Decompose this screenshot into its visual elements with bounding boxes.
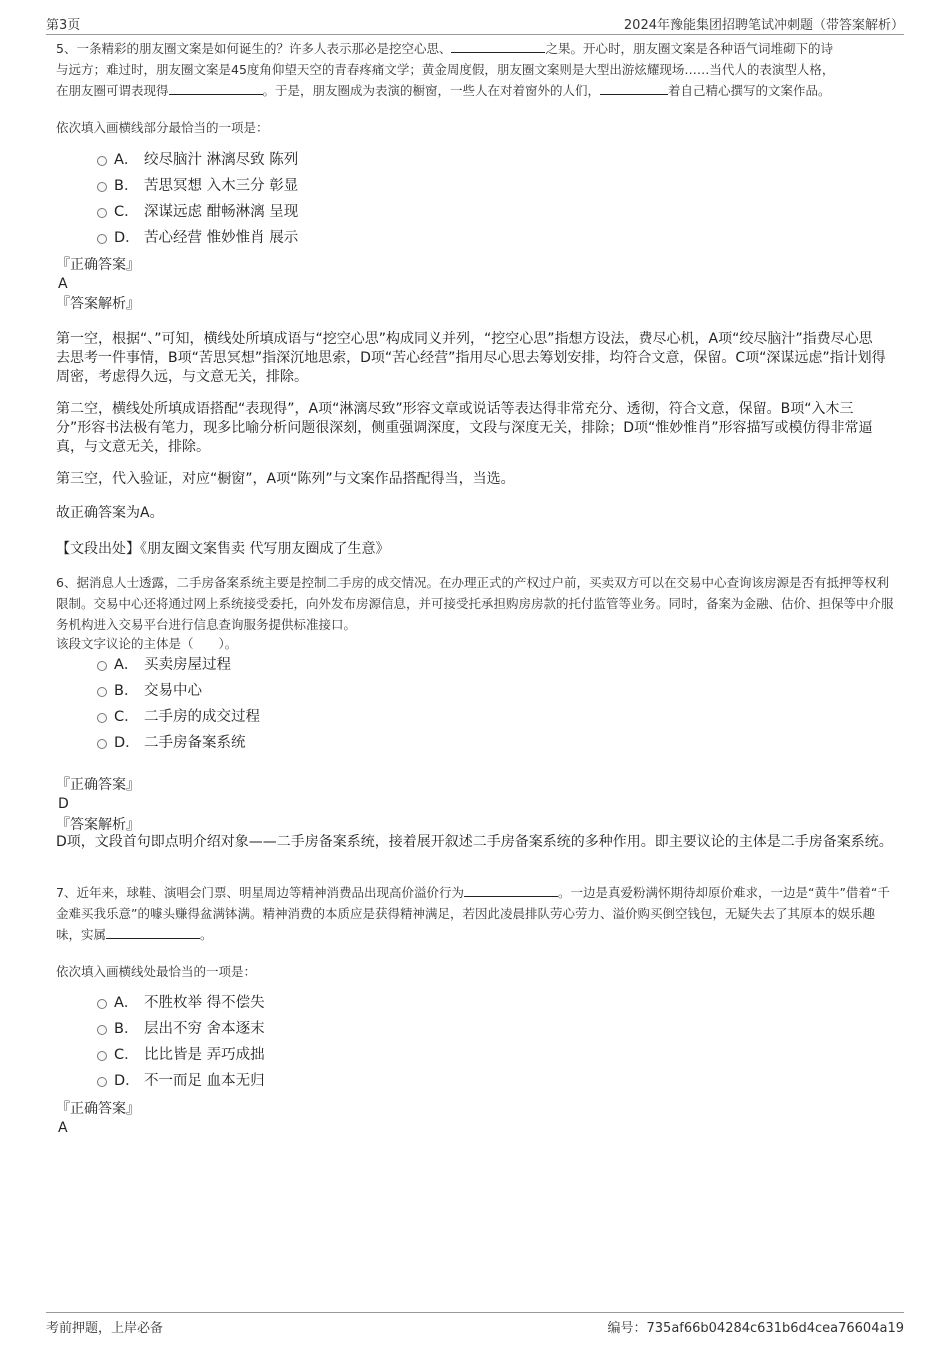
question-7 (56, 882, 896, 1136)
option-letter: A． (114, 657, 139, 673)
option-letter: C． (114, 709, 139, 725)
question-text: 。一边是真爱粉满怀期待却原价难求，一边是“黄牛”借着“千金难买我乐意”的噱头赚得盆满钵满。精神消费的本质应是获得精神满足，若因此凌晨排队劳心劳力、溢价购买倒空钱包，无疑失去了其原本的娱乐趣味，实属 (56, 885, 890, 942)
page-footer (46, 1312, 904, 1337)
question-prompt: 依次填入画横线部分最恰当的一项是： (56, 120, 269, 135)
option-b[interactable] (56, 678, 456, 704)
fill-blank (464, 883, 558, 897)
analysis-paragraph: 第二空，横线处所填成语搭配“表现得”，A项“淋漓尽致”形容文章或说话等表达得非常充分、透彻，符合文意，保留。B项“入木三分”形容书法极有笔力，现多比喻分析问题很深刻，侧重强调深度，文段与深度无关，排除；D项“惟妙惟肖”形容描写或模仿得非常逼真，与文意无关，排除。 (56, 401, 873, 455)
option-d[interactable] (56, 225, 456, 251)
radio-icon[interactable] (97, 234, 107, 244)
option-letter: B． (114, 1021, 139, 1037)
option-text: 苦思冥想 入木三分 彰显 (144, 178, 299, 194)
question-text: 在朋友圈可谓表现得 (56, 83, 169, 98)
option-letter: D． (114, 1073, 140, 1089)
document-title: 2024年豫能集团招聘笔试冲刺题（带答案解析） (623, 18, 904, 33)
page-number: 第3页 (46, 18, 81, 33)
question-text: 。于是，朋友圈成为表演的橱窗，一些人在对着窗外的人们， (262, 83, 601, 98)
option-letter: D． (114, 735, 140, 751)
question-7-stem (56, 882, 896, 945)
option-a[interactable] (56, 147, 456, 173)
question-6-stem: 6、据消息人士透露，二手房备案系统主要是控制二手房的成交情况。在办理正式的产权过户前，买卖双方可以在交易中心查询该房源是否有抵押等权利限制。交易中心还将通过网上系统接受委托，向外发布房源信息，并可接受托承担购房房款的托付监管等业务。同时，备案为金融、估价、担保等中介服务机构进入交易平台进行信息查询服务提供标准接口。 (56, 575, 894, 632)
question-text: 。 (200, 927, 213, 942)
option-c[interactable] (56, 199, 456, 225)
fill-blank (106, 925, 200, 939)
option-letter: D． (114, 230, 140, 246)
option-c[interactable] (56, 704, 456, 730)
fill-blank (600, 81, 668, 95)
question-prompt: 依次填入画横线处最恰当的一项是： (56, 964, 257, 979)
radio-icon[interactable] (97, 687, 107, 697)
answer-label: 『正确答案』 (56, 1101, 140, 1117)
analysis-paragraph: D项，文段首句即点明介绍对象——二手房备案系统，接着展开叙述二手房备案系统的多种作用。即主要议论的主体是二手房备案系统。 (56, 834, 893, 850)
option-text: 层出不穷 舍本逐末 (144, 1021, 265, 1037)
answer-label: 『正确答案』 (56, 777, 140, 793)
question-5 (56, 38, 896, 557)
question-prompt: 该段文字议论的主体是（ ）。 (56, 636, 238, 651)
option-letter: C． (114, 204, 139, 220)
option-text: 买卖房屋过程 (144, 657, 231, 673)
radio-icon[interactable] (97, 999, 107, 1009)
option-text: 绞尽脑汁 淋漓尽致 陈列 (144, 152, 299, 168)
question-text: 之果。开心时，朋友圈文案是各种语气词堆砌下的诗 (545, 41, 833, 56)
analysis-label: 『答案解析』 (56, 817, 140, 833)
analysis-label: 『答案解析』 (56, 296, 140, 312)
option-list (56, 652, 456, 756)
question-text: 5、一条精彩的朋友圈文案是如何诞生的？许多人表示那必是挖空心思、 (56, 41, 452, 56)
source-citation: 【文段出处】《朋友圈文案售卖 代写朋友圈成了生意》 (56, 541, 390, 557)
option-letter: A． (114, 995, 139, 1011)
option-list (56, 147, 456, 251)
question-text: 7、近年来，球鞋、演唱会门票、明星周边等精神消费品出现高价溢价行为 (56, 885, 464, 900)
option-text: 苦心经营 惟妙惟肖 展示 (144, 230, 299, 246)
footer-slogan: 考前押题，上岸必备 (46, 1321, 164, 1336)
answer-value: D (58, 796, 69, 812)
fill-blank (451, 39, 545, 53)
radio-icon[interactable] (97, 1051, 107, 1061)
radio-icon[interactable] (97, 661, 107, 671)
fill-blank (169, 81, 263, 95)
option-c[interactable] (56, 1042, 456, 1068)
option-letter: C． (114, 1047, 139, 1063)
option-a[interactable] (56, 990, 456, 1016)
option-letter: B． (114, 178, 139, 194)
option-text: 不胜枚举 得不偿失 (144, 995, 265, 1011)
answer-value: A (58, 276, 68, 292)
option-d[interactable] (56, 1068, 456, 1094)
page-header (46, 14, 904, 35)
radio-icon[interactable] (97, 182, 107, 192)
option-b[interactable] (56, 1016, 456, 1042)
radio-icon[interactable] (97, 1025, 107, 1035)
question-5-stem (56, 38, 896, 101)
document-code: 编号：735af66b04284c631b6d4cea76604a19 (607, 1321, 904, 1336)
option-text: 不一而足 血本无归 (144, 1073, 265, 1089)
option-list (56, 990, 456, 1094)
radio-icon[interactable] (97, 739, 107, 749)
option-text: 深谋远虑 酣畅淋漓 呈现 (144, 204, 299, 220)
analysis-paragraph: 第三空，代入验证，对应“橱窗”，A项“陈列”与文案作品搭配得当，当选。 (56, 471, 515, 487)
option-letter: B． (114, 683, 139, 699)
radio-icon[interactable] (97, 1077, 107, 1087)
option-a[interactable] (56, 652, 456, 678)
option-text: 二手房备案系统 (144, 735, 246, 751)
radio-icon[interactable] (97, 156, 107, 166)
option-b[interactable] (56, 173, 456, 199)
option-text: 交易中心 (144, 683, 202, 699)
analysis-paragraph: 故正确答案为A。 (56, 505, 164, 521)
option-d[interactable] (56, 730, 456, 756)
answer-label: 『正确答案』 (56, 257, 140, 273)
question-text: 着自己精心撰写的文案作品。 (668, 83, 831, 98)
radio-icon[interactable] (97, 713, 107, 723)
option-letter: A． (114, 152, 139, 168)
question-6 (56, 572, 896, 850)
radio-icon[interactable] (97, 208, 107, 218)
option-text: 比比皆是 弄巧成拙 (144, 1047, 265, 1063)
question-text: 与远方；难过时，朋友圈文案是45度角仰望天空的青春疼痛文学；黄金周度假，朋友圈文案则是大型出游炫耀现场……当代人的表演型人格， (56, 62, 835, 77)
option-text: 二手房的成交过程 (144, 709, 260, 725)
answer-value: A (58, 1120, 68, 1136)
analysis-paragraph: 第一空，根据“、”可知，横线处所填成语与“挖空心思”构成同义并列，“挖空心思”指想方设法，费尽心机，A项“绞尽脑汁”指费尽心思去思考一件事情，B项“苦思冥想”指深沉地思索，D项“苦心经营”指用尽心思去筹划安排，均符合文意，保留。C项“深谋远虑”指计划得周密，考虑得久远，与文意无关，排除。 (56, 331, 886, 385)
